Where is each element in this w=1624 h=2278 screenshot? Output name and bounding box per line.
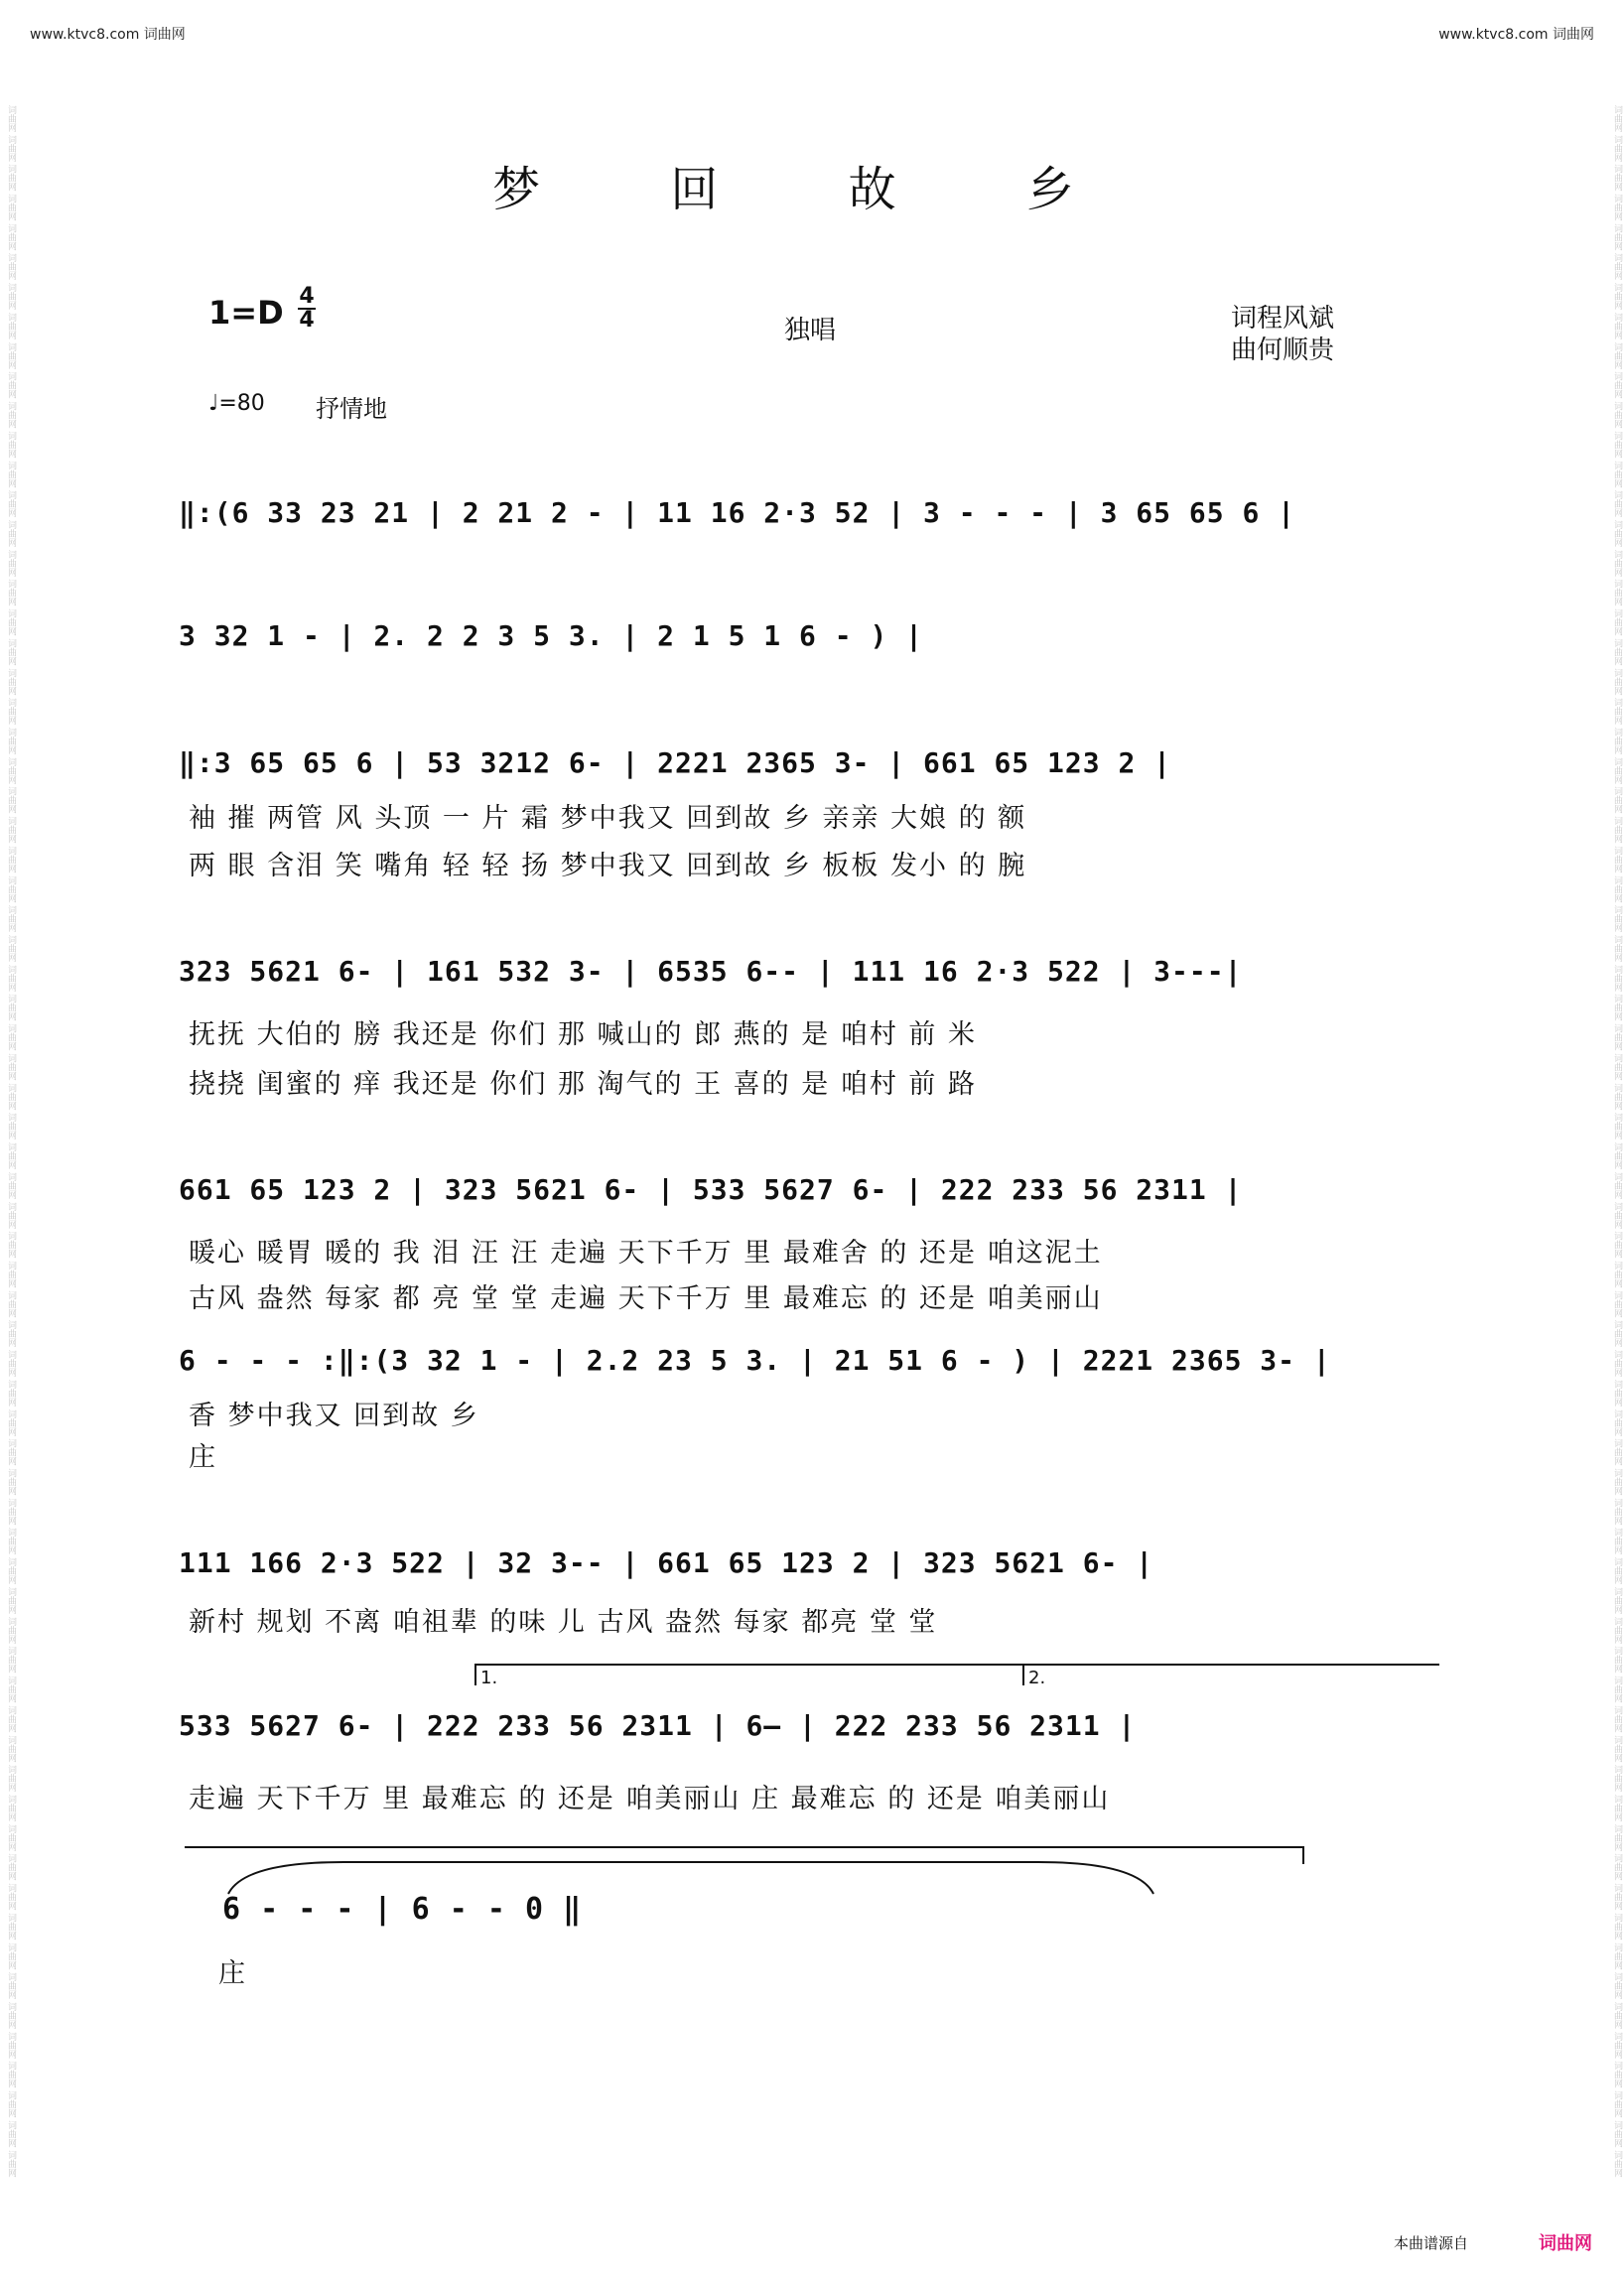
composer: 曲何顺贵 bbox=[1231, 335, 1335, 365]
system-4-notes: 323 5621 6- | 161 532 3- | 6535 6-- | 111 16 2·3 522 | 3---| bbox=[179, 955, 1243, 988]
system-6-notes: 6 - - - :‖:(3 32 1 - | 2.2 23 5 3. | 21 51 6 - ) | 2221 2365 3- | bbox=[179, 1344, 1331, 1377]
time-signature bbox=[298, 286, 316, 332]
system-3-lyrics-1: 袖 摧 两管 风 头顶 一 片 霜 梦中我又 回到故 乡 亲亲 大娘 的 额 bbox=[189, 803, 1027, 834]
system-3-lyrics-2: 两 眼 含泪 笑 嘴角 轻 轻 扬 梦中我又 回到故 乡 板板 发小 的 腕 bbox=[189, 851, 1027, 881]
volta-2-label: 2. bbox=[1028, 1668, 1046, 1688]
system-5-notes: 661 65 123 2 | 323 5621 6- | 533 5627 6- | 222 233 56 2311 | bbox=[179, 1173, 1243, 1206]
footer-source: 本曲谱源自 bbox=[1394, 2234, 1469, 2252]
volta-2-bracket bbox=[1022, 1664, 1439, 1666]
system-6-lyrics-2: 庄 bbox=[189, 1442, 217, 1473]
volta-2-end-hook bbox=[1302, 1846, 1304, 1864]
system-4-lyrics-2: 挠挠 闺蜜的 痒 我还是 你们 那 淘气的 王 喜的 是 咱村 前 路 bbox=[189, 1069, 977, 1100]
watermark-right: 词曲网 词曲网 词曲网 词曲网 词曲网 词曲网 词曲网 词曲网 词曲网 词曲网 词曲网 词曲网 词曲网 词曲网 词曲网 词曲网 词曲网 词曲网 词曲网 词曲网 词曲网 词曲网 词曲网 词曲网 词曲网 词曲网 词曲网 词曲网 词曲网 词曲网 词曲网 词曲网 词曲网 词曲网 词曲网 词曲网 词曲网 词曲网 词曲网 词曲网 词曲网 词曲网 词曲网 词曲网 词曲网 词曲网 词曲网 词曲网 词曲网 词曲网 词曲网 词曲网 词曲网 词曲网 词曲网 词曲网 词曲网 词曲网 词曲网 词曲网 词曲网 词曲网 词曲网 词曲网 词曲网 词曲网 词曲网 词曲网 词曲网 词曲网 bbox=[1612, 105, 1622, 2178]
volta-2-hook bbox=[1022, 1664, 1024, 1685]
system-6-lyrics-1: 香 梦中我又 回到故 乡 bbox=[189, 1401, 479, 1431]
system-3-notes: ‖:3 65 65 6 | 53 3212 6- | 2221 2365 3- | 661 65 123 2 | bbox=[179, 746, 1172, 779]
header-site-left: www.ktvc8.com 词曲网 bbox=[30, 27, 186, 43]
volta-1-hook bbox=[474, 1664, 476, 1685]
system-2-notes: 3 32 1 - | 2. 2 2 3 5 3. | 2 1 5 1 6 - ) | bbox=[179, 619, 924, 652]
key-signature: 1=D bbox=[208, 294, 284, 332]
performance-type: 独唱 bbox=[784, 316, 837, 345]
system-5-lyrics-2: 古风 盎然 每家 都 亮 堂 堂 走遍 天下千万 里 最难忘 的 还是 咱美丽山 bbox=[189, 1283, 1103, 1314]
volta-1-label: 1. bbox=[480, 1668, 498, 1688]
system-9-notes: 6 - - - | 6 - - 0 ‖ bbox=[222, 1892, 583, 1927]
system-1-notes: ‖:(6 33 23 21 | 2 21 2 - | 11 16 2·3 52 | 3 - - - | 3 65 65 6 | bbox=[179, 496, 1296, 529]
system-8-notes: 533 5627 6- | 222 233 56 2311 | 6— | 222 233 56 2311 | bbox=[179, 1709, 1137, 1742]
system-5-lyrics-1: 暖心 暖胃 暖的 我 泪 汪 汪 走遍 天下千万 里 最难舍 的 还是 咱这泥土 bbox=[189, 1238, 1103, 1269]
song-title: 梦 回 故 乡 bbox=[492, 162, 1132, 217]
expression-mark: 抒情地 bbox=[316, 395, 387, 423]
lyricist: 词程风斌 bbox=[1231, 304, 1335, 334]
header-site-right: www.ktvc8.com 词曲网 bbox=[1438, 27, 1594, 43]
system-7-notes: 111 166 2·3 522 | 32 3-- | 661 65 123 2 | 323 5621 6- | bbox=[179, 1546, 1154, 1579]
footer-brand-link[interactable]: 词曲网 bbox=[1539, 2233, 1592, 2254]
time-sig-top: 4 bbox=[299, 284, 315, 309]
system-7-lyrics-1: 新村 规划 不离 咱祖辈 的味 儿 古风 盎然 每家 都亮 堂 堂 bbox=[189, 1607, 938, 1638]
watermark-left: 词曲网 词曲网 词曲网 词曲网 词曲网 词曲网 词曲网 词曲网 词曲网 词曲网 词曲网 词曲网 词曲网 词曲网 词曲网 词曲网 词曲网 词曲网 词曲网 词曲网 词曲网 词曲网 词曲网 词曲网 词曲网 词曲网 词曲网 词曲网 词曲网 词曲网 词曲网 词曲网 词曲网 词曲网 词曲网 词曲网 词曲网 词曲网 词曲网 词曲网 词曲网 词曲网 词曲网 词曲网 词曲网 词曲网 词曲网 词曲网 词曲网 词曲网 词曲网 词曲网 词曲网 词曲网 词曲网 词曲网 词曲网 词曲网 词曲网 词曲网 词曲网 词曲网 词曲网 词曲网 词曲网 词曲网 词曲网 词曲网 词曲网 词曲网 bbox=[6, 105, 16, 2178]
volta-1-bracket bbox=[474, 1664, 1022, 1666]
system-8-lyrics-1: 走遍 天下千万 里 最难忘 的 还是 咱美丽山 庄 最难忘 的 还是 咱美丽山 bbox=[189, 1784, 1111, 1814]
time-sig-bottom: 4 bbox=[299, 308, 315, 333]
volta-2-continuation bbox=[185, 1846, 1304, 1848]
system-4-lyrics-1: 抚抚 大伯的 膀 我还是 你们 那 喊山的 郎 燕的 是 咱村 前 米 bbox=[189, 1019, 977, 1050]
system-9-lyrics-1: 庄 bbox=[218, 1958, 247, 1989]
tempo-mark: ♩=80 bbox=[208, 391, 265, 416]
